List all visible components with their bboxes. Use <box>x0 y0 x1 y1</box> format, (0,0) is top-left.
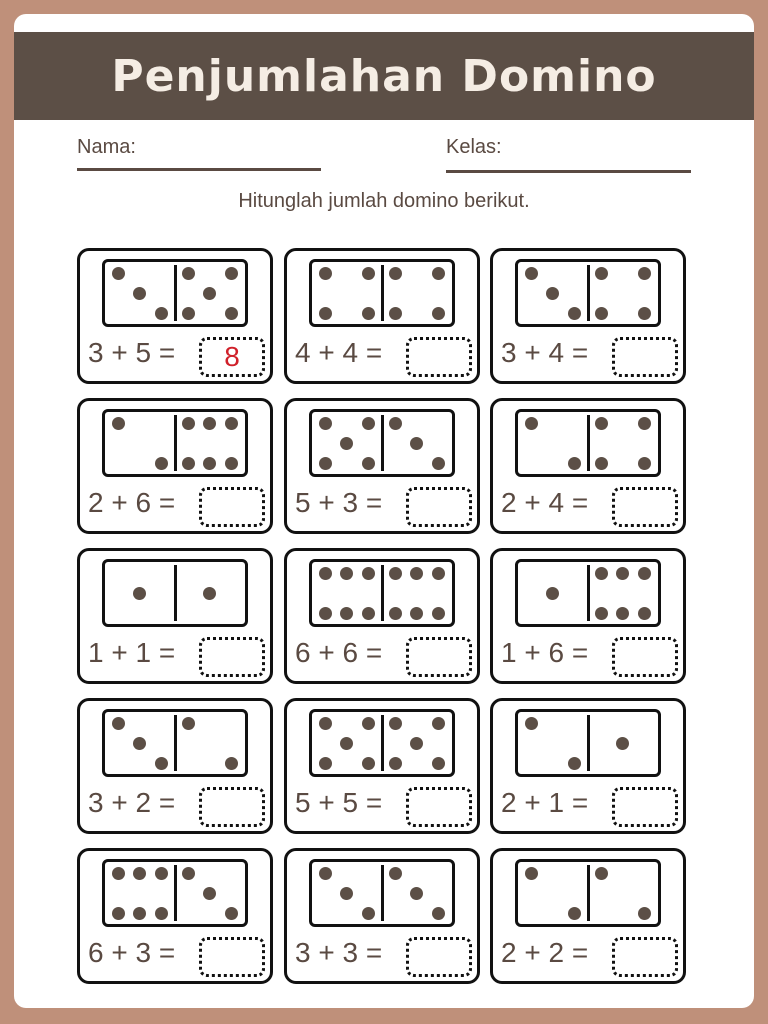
domino-tile <box>309 709 455 777</box>
domino-divider <box>381 715 384 771</box>
domino-tile <box>102 709 248 777</box>
domino-pip <box>340 737 353 750</box>
domino-card <box>490 548 686 684</box>
equation-text: 6 + 3 = <box>88 937 176 968</box>
domino-pip <box>319 567 332 580</box>
domino-right-half <box>588 862 658 924</box>
domino-card <box>77 548 273 684</box>
domino-pip <box>182 267 195 280</box>
domino-pip <box>389 717 402 730</box>
answer-box[interactable] <box>612 937 678 977</box>
answer-box[interactable] <box>612 487 678 527</box>
domino-pip <box>638 267 651 280</box>
domino-tile <box>309 559 455 627</box>
domino-pip <box>638 417 651 430</box>
domino-pip <box>182 307 195 320</box>
domino-pip <box>595 607 608 620</box>
domino-pip <box>432 567 445 580</box>
page-title: Penjumlahan Domino <box>111 50 657 102</box>
domino-pip <box>155 457 168 470</box>
domino-divider <box>174 715 177 771</box>
domino-pip <box>410 887 423 900</box>
domino-right-half <box>588 262 658 324</box>
domino-pip <box>362 457 375 470</box>
domino-right-half <box>382 712 452 774</box>
domino-pip <box>362 717 375 730</box>
domino-right-half <box>588 412 658 474</box>
domino-pip <box>389 417 402 430</box>
domino-pip <box>182 417 195 430</box>
domino-pip <box>203 287 216 300</box>
domino-right-half <box>382 562 452 624</box>
name-label: Nama: <box>77 136 136 158</box>
equation-text: 3 + 3 = <box>295 937 383 968</box>
domino-divider <box>587 415 590 471</box>
domino-pip <box>133 287 146 300</box>
domino-tile <box>515 259 661 327</box>
domino-left-half <box>518 262 588 324</box>
domino-left-half <box>312 862 382 924</box>
domino-pip <box>155 867 168 880</box>
domino-tile <box>515 859 661 927</box>
domino-card <box>284 398 480 534</box>
domino-pip <box>362 307 375 320</box>
domino-pip <box>362 907 375 920</box>
domino-pip <box>546 287 559 300</box>
domino-tile <box>102 259 248 327</box>
domino-pip <box>568 457 581 470</box>
domino-pip <box>112 717 125 730</box>
domino-left-half <box>312 412 382 474</box>
domino-right-half <box>175 562 245 624</box>
domino-pip <box>203 587 216 600</box>
domino-pip <box>595 307 608 320</box>
domino-divider <box>587 715 590 771</box>
domino-pip <box>432 607 445 620</box>
domino-pip <box>568 907 581 920</box>
domino-pip <box>112 417 125 430</box>
answer-box[interactable] <box>406 487 472 527</box>
equation-text: 3 + 5 = <box>88 337 176 368</box>
domino-left-half <box>518 562 588 624</box>
domino-pip <box>595 267 608 280</box>
domino-pip <box>638 907 651 920</box>
domino-pip <box>595 867 608 880</box>
answer-box[interactable] <box>612 337 678 377</box>
domino-pip <box>340 607 353 620</box>
domino-pip <box>432 307 445 320</box>
equation-text: 3 + 4 = <box>501 337 589 368</box>
equation-text: 6 + 6 = <box>295 637 383 668</box>
domino-pip <box>595 417 608 430</box>
domino-pip <box>155 907 168 920</box>
domino-divider <box>587 565 590 621</box>
domino-card <box>77 398 273 534</box>
answer-box[interactable] <box>406 637 472 677</box>
domino-pip <box>638 567 651 580</box>
domino-pip <box>133 907 146 920</box>
domino-pip <box>432 457 445 470</box>
domino-pip <box>638 457 651 470</box>
domino-pip <box>362 607 375 620</box>
domino-tile <box>309 409 455 477</box>
domino-pip <box>525 417 538 430</box>
domino-pip <box>319 417 332 430</box>
domino-card <box>284 248 480 384</box>
domino-pip <box>112 267 125 280</box>
domino-tile <box>515 559 661 627</box>
domino-right-half <box>175 412 245 474</box>
answer-box[interactable] <box>612 787 678 827</box>
domino-pip <box>389 307 402 320</box>
domino-tile <box>309 859 455 927</box>
domino-right-half <box>588 562 658 624</box>
domino-divider <box>381 415 384 471</box>
domino-tile <box>102 859 248 927</box>
domino-card <box>77 248 273 384</box>
instruction-text: Hitunglah jumlah domino berikut. <box>238 190 530 212</box>
domino-divider <box>174 565 177 621</box>
domino-pip <box>225 757 238 770</box>
domino-pip <box>319 757 332 770</box>
domino-pip <box>638 307 651 320</box>
domino-pip <box>389 267 402 280</box>
domino-pip <box>410 737 423 750</box>
equation-text: 4 + 4 = <box>295 337 383 368</box>
answer-box[interactable] <box>199 487 265 527</box>
domino-card <box>284 848 480 984</box>
domino-card <box>490 698 686 834</box>
domino-divider <box>174 265 177 321</box>
domino-pip <box>112 867 125 880</box>
domino-left-half <box>312 262 382 324</box>
equation-text: 1 + 1 = <box>88 637 176 668</box>
domino-card <box>77 698 273 834</box>
domino-pip <box>525 717 538 730</box>
domino-pip <box>319 307 332 320</box>
domino-left-half <box>518 412 588 474</box>
answer-box[interactable] <box>612 637 678 677</box>
equation-text: 5 + 3 = <box>295 487 383 518</box>
domino-tile <box>309 259 455 327</box>
domino-pip <box>133 737 146 750</box>
domino-divider <box>587 865 590 921</box>
domino-pip <box>182 457 195 470</box>
name-input-line[interactable] <box>77 168 321 171</box>
domino-pip <box>225 417 238 430</box>
domino-pip <box>225 457 238 470</box>
domino-pip <box>595 457 608 470</box>
domino-pip <box>340 437 353 450</box>
domino-pip <box>203 887 216 900</box>
domino-divider <box>174 415 177 471</box>
domino-pip <box>155 757 168 770</box>
domino-pip <box>225 267 238 280</box>
domino-pip <box>362 567 375 580</box>
domino-pip <box>389 757 402 770</box>
domino-divider <box>381 565 384 621</box>
domino-pip <box>362 757 375 770</box>
domino-pip <box>319 867 332 880</box>
domino-tile <box>102 409 248 477</box>
answer-box[interactable] <box>406 337 472 377</box>
worksheet <box>14 14 754 1008</box>
domino-pip <box>362 417 375 430</box>
domino-left-half <box>105 262 175 324</box>
domino-left-half <box>518 712 588 774</box>
domino-tile <box>515 409 661 477</box>
domino-pip <box>432 267 445 280</box>
domino-card <box>284 548 480 684</box>
domino-divider <box>587 265 590 321</box>
domino-card <box>490 398 686 534</box>
domino-pip <box>389 867 402 880</box>
domino-pip <box>525 267 538 280</box>
domino-card <box>490 248 686 384</box>
domino-right-half <box>588 712 658 774</box>
answer-box[interactable] <box>199 637 265 677</box>
equation-text: 2 + 2 = <box>501 937 589 968</box>
domino-left-half <box>312 562 382 624</box>
domino-pip <box>432 757 445 770</box>
class-label: Kelas: <box>446 136 502 158</box>
domino-right-half <box>175 712 245 774</box>
domino-pip <box>389 567 402 580</box>
domino-pip <box>155 307 168 320</box>
answer-box[interactable] <box>199 937 265 977</box>
domino-pip <box>616 607 629 620</box>
domino-pip <box>410 567 423 580</box>
domino-pip <box>182 867 195 880</box>
equation-text: 2 + 1 = <box>501 787 589 818</box>
equation-text: 1 + 6 = <box>501 637 589 668</box>
answer-box[interactable]: 8 <box>199 337 265 377</box>
domino-pip <box>410 437 423 450</box>
equation-text: 2 + 4 = <box>501 487 589 518</box>
equation-text: 3 + 2 = <box>88 787 176 818</box>
domino-divider <box>381 865 384 921</box>
domino-right-half <box>175 262 245 324</box>
domino-pip <box>595 567 608 580</box>
answer-box[interactable] <box>406 937 472 977</box>
equation-text: 2 + 6 = <box>88 487 176 518</box>
title-banner <box>14 32 754 120</box>
class-input-line[interactable] <box>446 170 691 173</box>
domino-right-half <box>382 262 452 324</box>
domino-pip <box>546 587 559 600</box>
domino-card <box>77 848 273 984</box>
domino-left-half <box>105 862 175 924</box>
domino-pip <box>432 907 445 920</box>
domino-pip <box>410 607 423 620</box>
domino-pip <box>133 867 146 880</box>
domino-pip <box>112 907 125 920</box>
domino-pip <box>203 417 216 430</box>
domino-tile <box>515 709 661 777</box>
domino-right-half <box>175 862 245 924</box>
domino-pip <box>568 307 581 320</box>
domino-pip <box>568 757 581 770</box>
domino-pip <box>432 717 445 730</box>
domino-left-half <box>312 712 382 774</box>
domino-left-half <box>105 712 175 774</box>
domino-pip <box>638 607 651 620</box>
domino-card <box>490 848 686 984</box>
domino-pip <box>319 717 332 730</box>
domino-left-half <box>105 562 175 624</box>
answer-box[interactable] <box>199 787 265 827</box>
domino-pip <box>340 887 353 900</box>
domino-pip <box>133 587 146 600</box>
domino-pip <box>616 737 629 750</box>
domino-pip <box>616 567 629 580</box>
domino-pip <box>362 267 375 280</box>
domino-divider <box>174 865 177 921</box>
domino-pip <box>340 567 353 580</box>
domino-card <box>284 698 480 834</box>
domino-tile <box>102 559 248 627</box>
domino-pip <box>319 457 332 470</box>
domino-pip <box>182 717 195 730</box>
answer-box[interactable] <box>406 787 472 827</box>
domino-pip <box>319 607 332 620</box>
domino-pip <box>225 307 238 320</box>
equation-text: 5 + 5 = <box>295 787 383 818</box>
domino-divider <box>381 265 384 321</box>
domino-pip <box>389 607 402 620</box>
domino-left-half <box>105 412 175 474</box>
domino-pip <box>525 867 538 880</box>
domino-right-half <box>382 862 452 924</box>
domino-pip <box>225 907 238 920</box>
domino-left-half <box>518 862 588 924</box>
domino-right-half <box>382 412 452 474</box>
domino-pip <box>319 267 332 280</box>
domino-pip <box>203 457 216 470</box>
